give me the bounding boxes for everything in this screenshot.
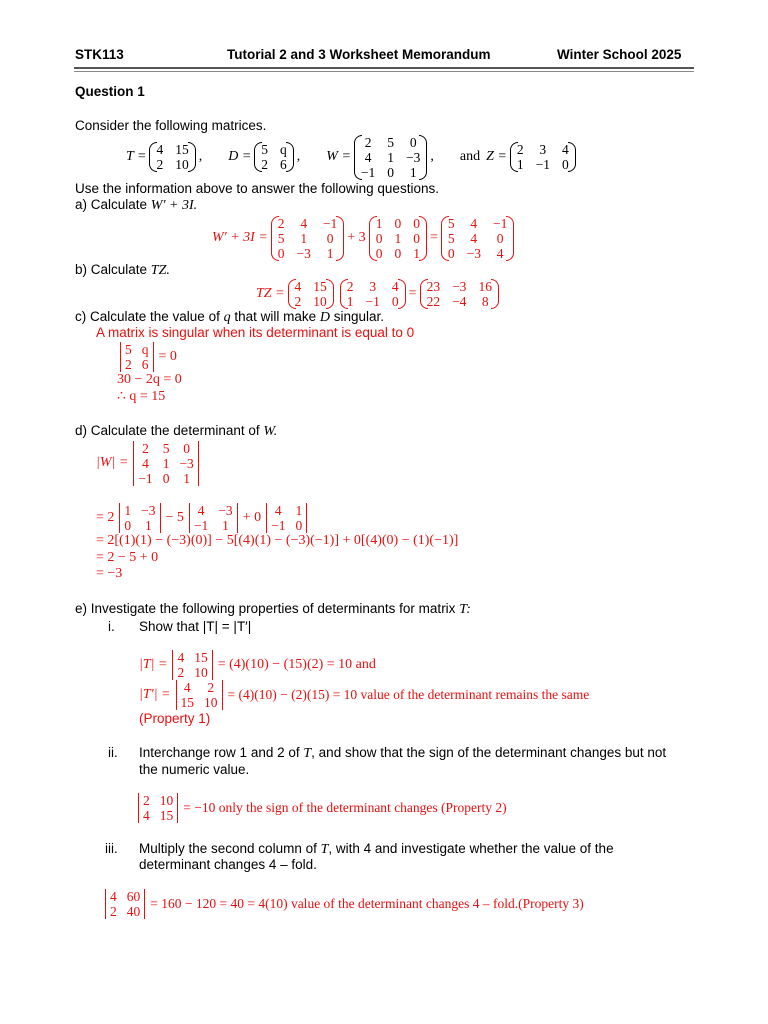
part-c-determinant <box>118 342 156 372</box>
part-d-text: d) Calculate the determinant of <box>75 423 264 438</box>
part-b-text: b) Calculate <box>75 262 151 277</box>
part-c-step-2: ∴ q = 15 <box>117 389 166 404</box>
det-T <box>170 650 214 680</box>
part-b-expr: TZ. <box>150 263 170 278</box>
part-c-text: c) Calculate the value of <box>75 309 224 324</box>
header-rule <box>74 67 694 69</box>
det-T-lhs: |T| = <box>139 657 168 672</box>
part-b-matrix-3 <box>420 279 499 309</box>
matrix-cell: 2 <box>142 440 149 456</box>
school-label: Winter School 2025 <box>557 47 682 62</box>
part-c-label <box>75 309 384 326</box>
matrix-cell: 0 <box>375 230 383 246</box>
matrix-cell: 2 <box>143 793 150 808</box>
part-e-ii-text-2: , and show that the sign of the determinant changes but not <box>311 745 667 760</box>
header-rule-thin <box>74 71 694 72</box>
matrix-cell: 1 <box>144 518 152 533</box>
matrix-cell: 4 <box>391 279 399 294</box>
matrix-cell: 1 <box>387 149 395 165</box>
matrix-cell: 5 <box>162 440 170 456</box>
matrix-cell: 4 <box>143 808 150 823</box>
matrix-cell: 2 <box>261 157 269 172</box>
matrix-T <box>149 142 195 172</box>
part-a-label <box>75 197 197 214</box>
matrix-cell: 0 <box>277 245 285 261</box>
part-e-i-num: i. <box>108 619 115 634</box>
matrix-cell: 1 <box>222 518 229 533</box>
part-b-lhs: TZ = <box>256 286 285 301</box>
matrix-cell: 15 <box>180 695 194 710</box>
matrix-cell: 1 <box>413 245 420 261</box>
matrix-cell: 4 <box>470 230 478 246</box>
part-a-eq: = <box>429 230 438 245</box>
det-Tt-lhs: |T′| = <box>139 687 171 702</box>
matrix-cell: 0 <box>447 245 455 261</box>
document-title: Tutorial 2 and 3 Worksheet Memorandum <box>227 47 491 62</box>
matrix-definitions: T = 4 15 2 10 , D = 5 q 2 6 , W = 2 5 0 4 1 −3 −1 0 1 , and Z = 2 3 4 1 −1 0 <box>126 134 579 180</box>
part-d-coef-3: + 0 <box>242 510 262 525</box>
part-e-iii-text-1: Multiply the second column of <box>139 841 321 856</box>
matrix-cell: 10 <box>175 157 189 172</box>
matrix-cell: 2 <box>346 279 354 294</box>
matrix-cell: 4 <box>197 503 205 518</box>
matrix-cell: 5 <box>277 230 285 246</box>
matrix-cell: 0 <box>375 245 383 261</box>
matrix-cell: 4 <box>142 455 149 471</box>
matrix-cell: 2 <box>516 142 524 157</box>
part-a-matrix-2 <box>369 216 427 261</box>
matrix-cell: 10 <box>159 793 174 808</box>
singular-note: A matrix is singular when its determinant is equal to 0 <box>96 325 415 340</box>
matrix-cell: 1 <box>375 215 383 231</box>
matrix-cell: −3 <box>452 279 467 294</box>
matrix-cell: −1 <box>138 470 153 486</box>
matrix-D-name: D = <box>228 149 252 164</box>
part-a-answer <box>212 213 517 263</box>
matrix-cell: 2 <box>277 215 285 231</box>
part-a-matrix-3 <box>441 216 515 261</box>
matrix-cell: 0 <box>561 157 569 172</box>
matrix-W <box>354 135 428 180</box>
part-e-ii-text-1: Interchange row 1 and 2 of <box>139 745 304 760</box>
matrix-cell: 5 <box>387 134 395 150</box>
matrix-cell: 0 <box>326 230 334 246</box>
minor-2 <box>187 503 240 533</box>
part-b-matrix-1 <box>288 279 334 309</box>
part-d-line-4: = −3 <box>96 566 123 581</box>
part-c-tail: that will make <box>230 309 320 324</box>
matrix-cell: −3 <box>218 503 233 518</box>
part-e-ii-text-3: the numeric value. <box>139 762 250 777</box>
part-e-i-text: Show that |T| = |T′| <box>139 619 252 634</box>
determinant-W <box>131 441 201 486</box>
matrix-cell: 0 <box>409 134 417 150</box>
matrix-cell: 0 <box>413 230 420 246</box>
part-a-plus: + 3 <box>347 230 366 245</box>
part-e-iii-var: T <box>320 842 329 857</box>
matrix-cell: 4 <box>300 215 308 231</box>
part-e-label <box>75 601 471 618</box>
matrix-W-name: W = <box>326 149 351 164</box>
matrix-cell: 1 <box>162 455 170 471</box>
matrix-cell: 1 <box>346 294 354 309</box>
matrix-cell: q <box>141 342 149 357</box>
matrix-cell: −4 <box>452 294 467 309</box>
matrix-cell: 15 <box>175 142 189 157</box>
part-d-coef-2: − 5 <box>165 510 184 525</box>
matrix-cell: 10 <box>313 294 327 309</box>
matrix-cell: 4 <box>561 142 569 157</box>
matrix-Z <box>510 142 576 172</box>
matrix-cell: 0 <box>162 470 170 486</box>
part-d-det-W <box>96 438 204 488</box>
matrix-cell: 2 <box>294 294 302 309</box>
part-e-ii-var: T <box>303 746 312 761</box>
matrix-cell: 0 <box>413 215 420 231</box>
matrix-cell: 4 <box>177 650 185 665</box>
part-e-ii-text <box>139 745 666 762</box>
part-d-var: W. <box>263 424 278 439</box>
matrix-cell: 0 <box>391 294 399 309</box>
matrix-cell: 8 <box>481 294 489 309</box>
minor-3 <box>264 503 309 533</box>
and-word: and <box>459 149 481 164</box>
part-b-matrix-2 <box>340 279 406 309</box>
part-e-iii-answer <box>100 889 584 919</box>
part-e-i-line-1 <box>139 650 376 680</box>
matrix-cell: 15 <box>194 650 208 665</box>
matrix-cell: 4 <box>294 279 302 294</box>
matrix-cell: 60 <box>126 889 141 904</box>
part-e-iii-text-2: , with 4 and investigate whether the value of the <box>328 841 614 856</box>
matrix-cell: 4 <box>183 680 191 695</box>
matrix-cell: 2 <box>177 665 185 680</box>
det-row-swapped <box>136 793 180 823</box>
matrix-cell: 15 <box>313 279 327 294</box>
matrix-T-name: T = <box>126 149 147 164</box>
matrix-cell: −1 <box>322 215 338 231</box>
intro-text: Consider the following matrices. <box>75 118 267 133</box>
matrix-cell: 1 <box>409 164 417 180</box>
part-e-iii-text-3: determinant changes 4 – fold. <box>139 857 317 872</box>
matrix-cell: −3 <box>179 455 194 471</box>
matrix-cell: 0 <box>295 518 303 533</box>
matrix-D <box>254 142 294 172</box>
part-a-text: a) Calculate <box>75 197 151 212</box>
part-e-iii-num: iii. <box>105 841 118 856</box>
course-code: STK113 <box>75 47 124 62</box>
matrix-cell: 23 <box>426 279 441 294</box>
part-e-text: e) Investigate the following properties of determinants for matrix <box>75 601 460 616</box>
matrix-cell: 0 <box>496 230 504 246</box>
part-c-tail2: singular. <box>330 309 385 324</box>
part-e-ii-answer <box>133 793 507 823</box>
matrix-cell: 4 <box>364 149 372 165</box>
det-T-transpose <box>174 680 225 710</box>
matrix-cell: 1 <box>394 230 402 246</box>
matrix-cell: −1 <box>535 157 550 172</box>
matrix-cell: 0 <box>387 164 395 180</box>
matrix-cell: −1 <box>271 518 286 533</box>
matrix-cell: 5 <box>261 142 269 157</box>
matrix-cell: 6 <box>280 157 287 172</box>
matrix-cell: −3 <box>141 503 156 518</box>
part-d-line-2: = 2[(1)(1) − (−3)(0)] − 5[(4)(1) − (−3)(−1)] + 0[(4)(0) − (1)(−1)] <box>96 533 459 548</box>
part-c-det-line <box>115 342 177 372</box>
matrix-cell: 1 <box>183 470 190 486</box>
matrix-cell: 2 <box>125 357 132 372</box>
matrix-cell: 2 <box>110 904 117 919</box>
part-e-iii-result: = 160 − 120 = 40 = 4(10) value of the determinant changes 4 – fold.(Property 3) <box>150 896 584 911</box>
part-c-var2: D <box>319 310 330 325</box>
part-e-ii-num: ii. <box>108 745 118 760</box>
matrix-cell: 0 <box>394 215 402 231</box>
matrix-Z-name: Z = <box>486 149 507 164</box>
matrix-cell: 4 <box>110 889 117 904</box>
matrix-cell: 1 <box>516 157 524 172</box>
matrix-cell: 0 <box>124 518 132 533</box>
matrix-cell: 5 <box>447 230 455 246</box>
matrix-cell: −3 <box>296 245 311 261</box>
matrix-cell: 3 <box>539 142 547 157</box>
matrix-cell: −1 <box>360 164 376 180</box>
part-a-expr: W′ + 3I. <box>150 198 198 213</box>
matrix-cell: 1 <box>124 503 132 518</box>
part-c-eq0: = 0 <box>158 349 177 364</box>
det-T-value: = (4)(10) − (15)(2) = 10 and <box>217 657 376 672</box>
det-Tt-value: = (4)(10) − (2)(15) = 10 value of the determinant remains the same <box>227 687 590 702</box>
matrix-cell: 1 <box>295 503 303 518</box>
part-b-eq: = <box>408 286 417 301</box>
matrix-cell: 4 <box>470 215 478 231</box>
matrix-cell: q <box>280 142 287 157</box>
matrix-cell: −1 <box>193 518 209 533</box>
matrix-cell: 2 <box>364 134 372 150</box>
part-c-step-1: 30 − 2q = 0 <box>117 372 182 387</box>
part-e-ii-result: = −10 only the sign of the determinant changes (Property 2) <box>183 800 507 815</box>
matrix-cell: 1 <box>326 245 334 261</box>
part-d-coef-1: = 2 <box>96 510 115 525</box>
part-a-matrix-1 <box>271 216 345 261</box>
matrix-cell: −3 <box>466 245 481 261</box>
matrix-cell: 40 <box>126 904 141 919</box>
matrix-cell: 2 <box>207 680 215 695</box>
matrix-cell: 10 <box>204 695 218 710</box>
det-column-scaled <box>103 889 147 919</box>
part-b-answer <box>256 278 502 310</box>
part-d-line-3: = 2 − 5 + 0 <box>96 550 159 565</box>
matrix-cell: 5 <box>125 342 132 357</box>
matrix-cell: 16 <box>478 279 492 294</box>
matrix-cell: −1 <box>365 294 380 309</box>
matrix-cell: 0 <box>183 440 190 456</box>
part-e-i-line-2 <box>139 680 589 710</box>
part-e-var: T: <box>459 602 471 617</box>
matrix-cell: 2 <box>156 157 164 172</box>
matrix-cell: −1 <box>492 215 508 231</box>
part-b-label <box>75 262 170 279</box>
matrix-cell: 22 <box>426 294 441 309</box>
matrix-cell: 3 <box>369 279 377 294</box>
matrix-cell: 5 <box>447 215 455 231</box>
matrix-cell: 0 <box>394 245 402 261</box>
part-c-var: q <box>223 310 231 325</box>
property-1: (Property 1) <box>139 711 211 726</box>
part-d-expansion <box>96 503 312 533</box>
part-a-lhs: W′ + 3I = <box>212 230 268 245</box>
matrix-cell: 6 <box>141 357 149 372</box>
matrix-cell: 4 <box>274 503 282 518</box>
matrix-cell: −3 <box>406 149 421 165</box>
matrix-cell: 1 <box>300 230 308 246</box>
matrix-cell: 15 <box>159 808 174 823</box>
minor-1 <box>117 503 162 533</box>
part-d-lhs: |W| = <box>96 455 129 470</box>
question-heading: Question 1 <box>75 84 145 99</box>
matrix-cell: 4 <box>496 245 504 261</box>
matrix-cell: 4 <box>156 142 164 157</box>
matrix-cell: 10 <box>194 665 208 680</box>
instructions-text: Use the information above to answer the following questions. <box>75 181 439 196</box>
part-e-iii-text <box>139 841 614 858</box>
